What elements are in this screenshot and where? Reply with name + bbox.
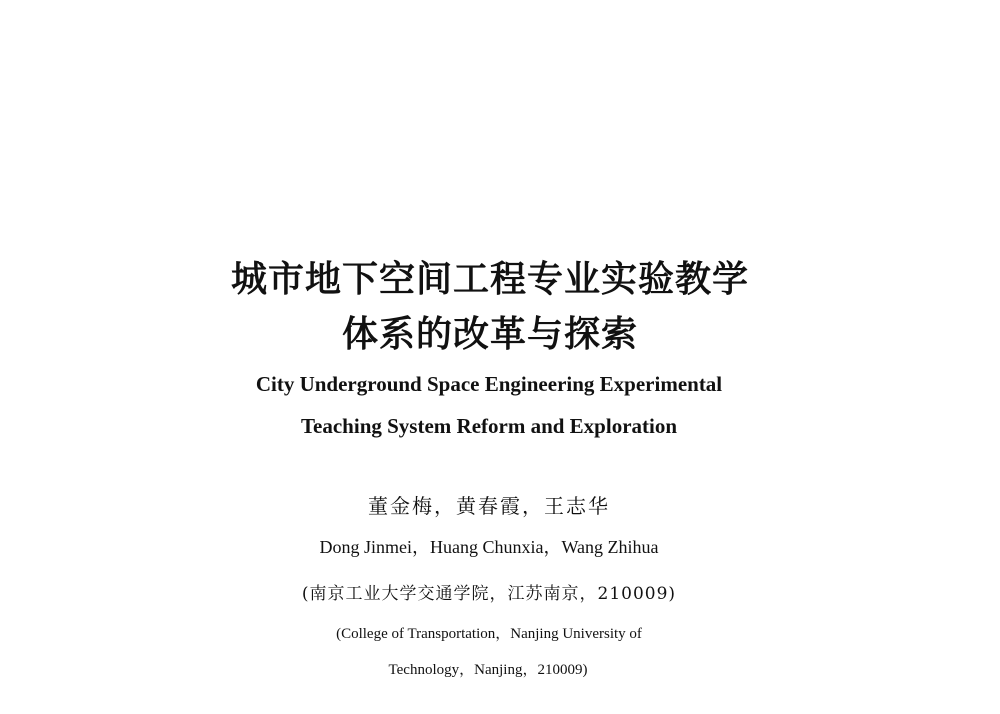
- title-english-line-1: City Underground Space Engineering Experimental: [255, 372, 723, 396]
- authors-chinese: 董金梅，黄春霞，王志华: [368, 494, 610, 518]
- affiliation-chinese: (南京工业大学交通学院，江苏南京，210009): [301, 584, 677, 604]
- authors-english: Dong Jinmei，Huang Chunxia，Wang Zhihua: [319, 537, 659, 557]
- affiliation-english-line-2: Technology，Nanjing，210009): [388, 662, 588, 678]
- title-chinese-line-2: 体系的改革与探索: [341, 313, 638, 355]
- title-english-line-2: Teaching System Reform and Exploration: [300, 414, 678, 438]
- affiliation-english-line-1: (College of Transportation，Nanjing University of: [336, 626, 642, 642]
- title-chinese-line-1: 城市地下空间工程专业实验教学: [230, 258, 749, 300]
